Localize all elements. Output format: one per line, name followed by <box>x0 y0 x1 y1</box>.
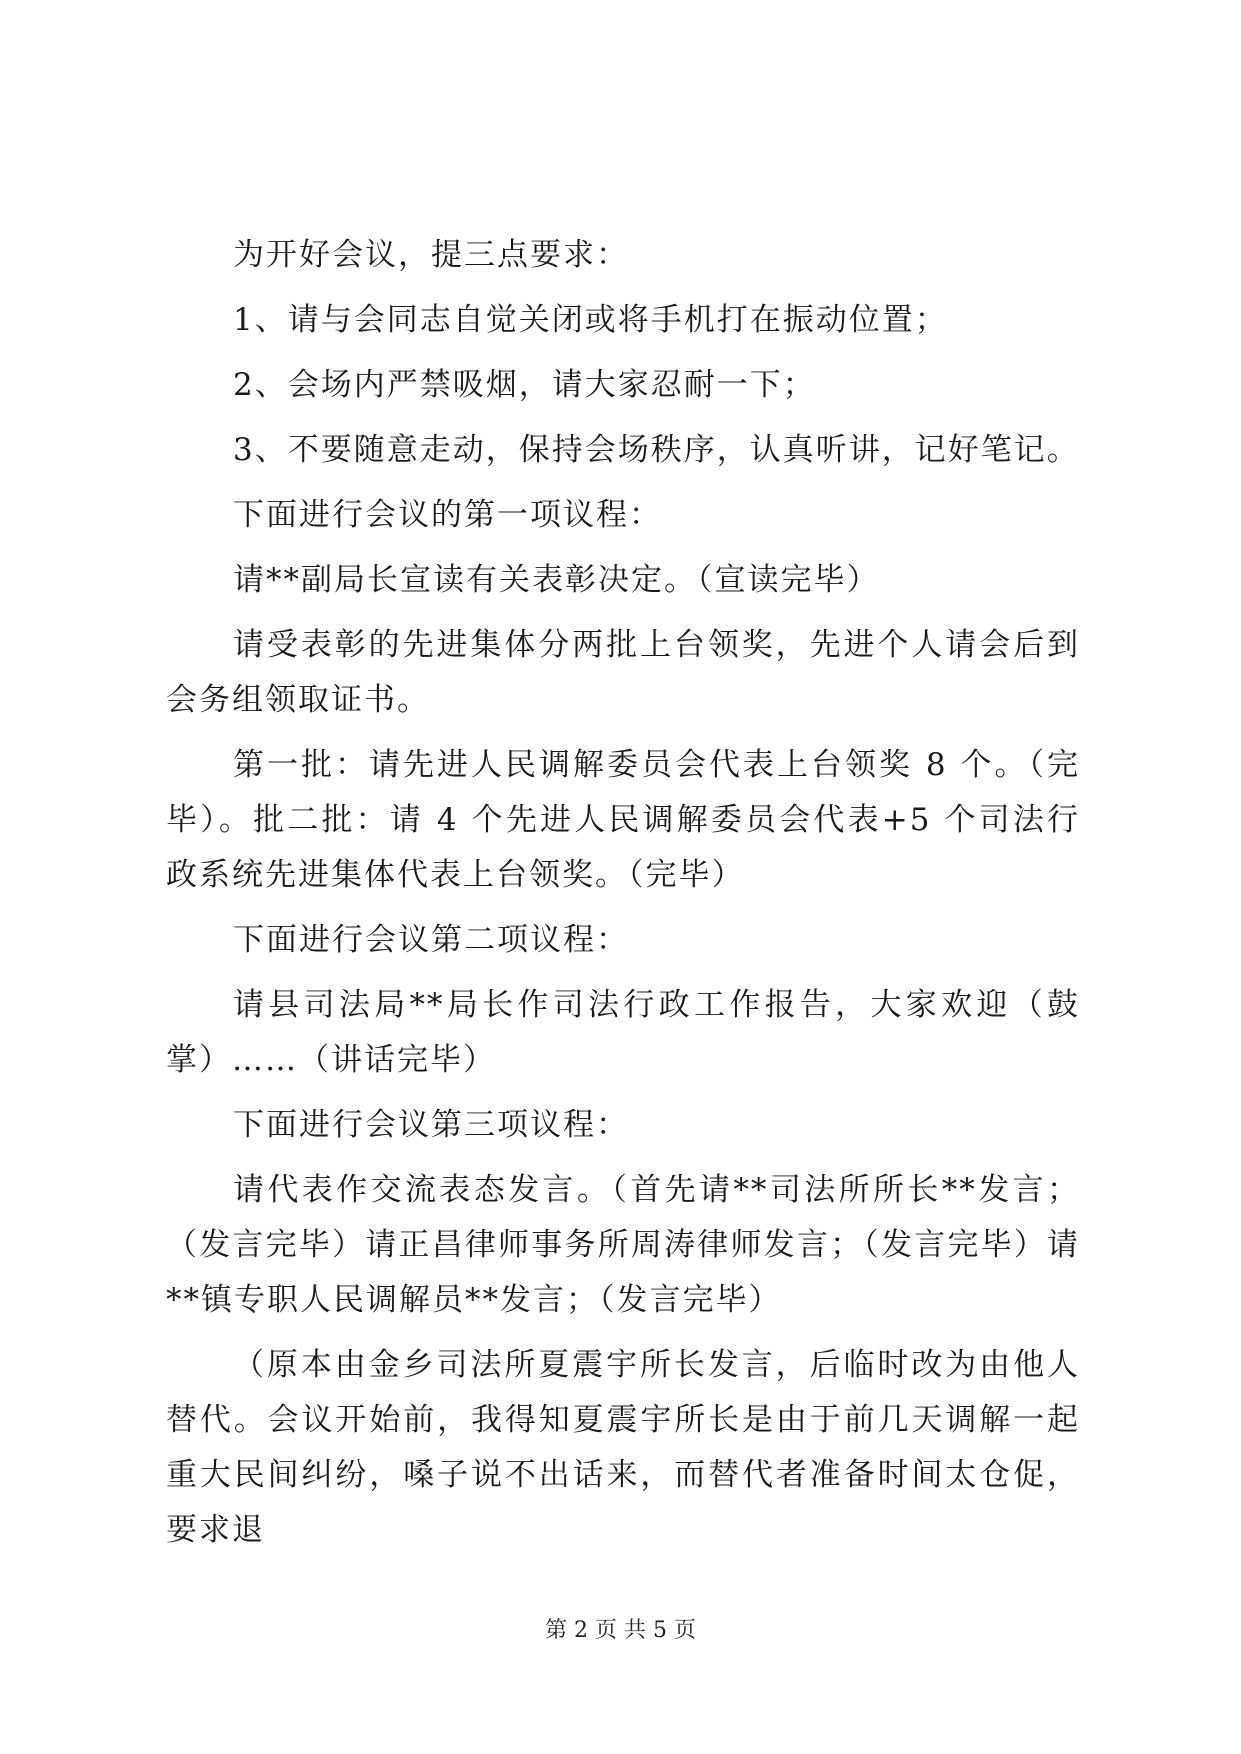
paragraph-award-instructions: 请受表彰的先进集体分两批上台领奖，先进个人请会后到会务组领取证书。 <box>166 627 1080 718</box>
page-number-footer: 第 2 页 共 5 页 <box>545 1618 696 1643</box>
paragraph-requirement-2: 2、会场内严禁吸烟，请大家忍耐一下； <box>233 367 816 403</box>
paragraph-award-batches: 第一批：请先进人民调解委员会代表上台领奖 8 个。（完毕）。批二批：请 4 个先进人民调解委员会代表+5 个司法行政系统先进集体代表上台领奖。（完毕） <box>166 747 1080 893</box>
paragraph-agenda-1-heading: 下面进行会议的第一项议程： <box>233 497 662 533</box>
document-body <box>166 228 1080 1568</box>
paragraph-agenda-1-reading: 请**副局长宣读有关表彰决定。（宣读完毕） <box>233 562 880 598</box>
paragraph-requirements-intro: 为开好会议，提三点要求： <box>233 237 629 273</box>
paragraph-agenda-2-report: 请县司法局**局长作司法行政工作报告，大家欢迎（鼓掌）……（讲话完毕） <box>166 987 1080 1078</box>
paragraph-note: （原本由金乡司法所夏震宇所长发言，后临时改为由他人替代。会议开始前，我得知夏震宇所长是由于前几天调解一起重大民间纠纷，嗓子说不出话来，而替代者准备时间太仓促，要求退 <box>166 1347 1080 1548</box>
paragraph-requirement-1: 1、请与会同志自觉关闭或将手机打在振动位置； <box>233 302 948 338</box>
paragraph-agenda-3-heading: 下面进行会议第三项议程： <box>233 1107 629 1143</box>
paragraph-requirement-3: 3、不要随意走动，保持会场秩序，认真听讲，记好笔记。 <box>233 432 1080 468</box>
paragraph-agenda-3-speeches: 请代表作交流表态发言。（首先请**司法所所长**发言；（发言完毕）请正昌律师事务所周涛律师发言；（发言完毕）请**镇专职人民调解员**发言；（发言完毕） <box>166 1172 1080 1318</box>
paragraph-agenda-2-heading: 下面进行会议第二项议程： <box>233 922 629 958</box>
